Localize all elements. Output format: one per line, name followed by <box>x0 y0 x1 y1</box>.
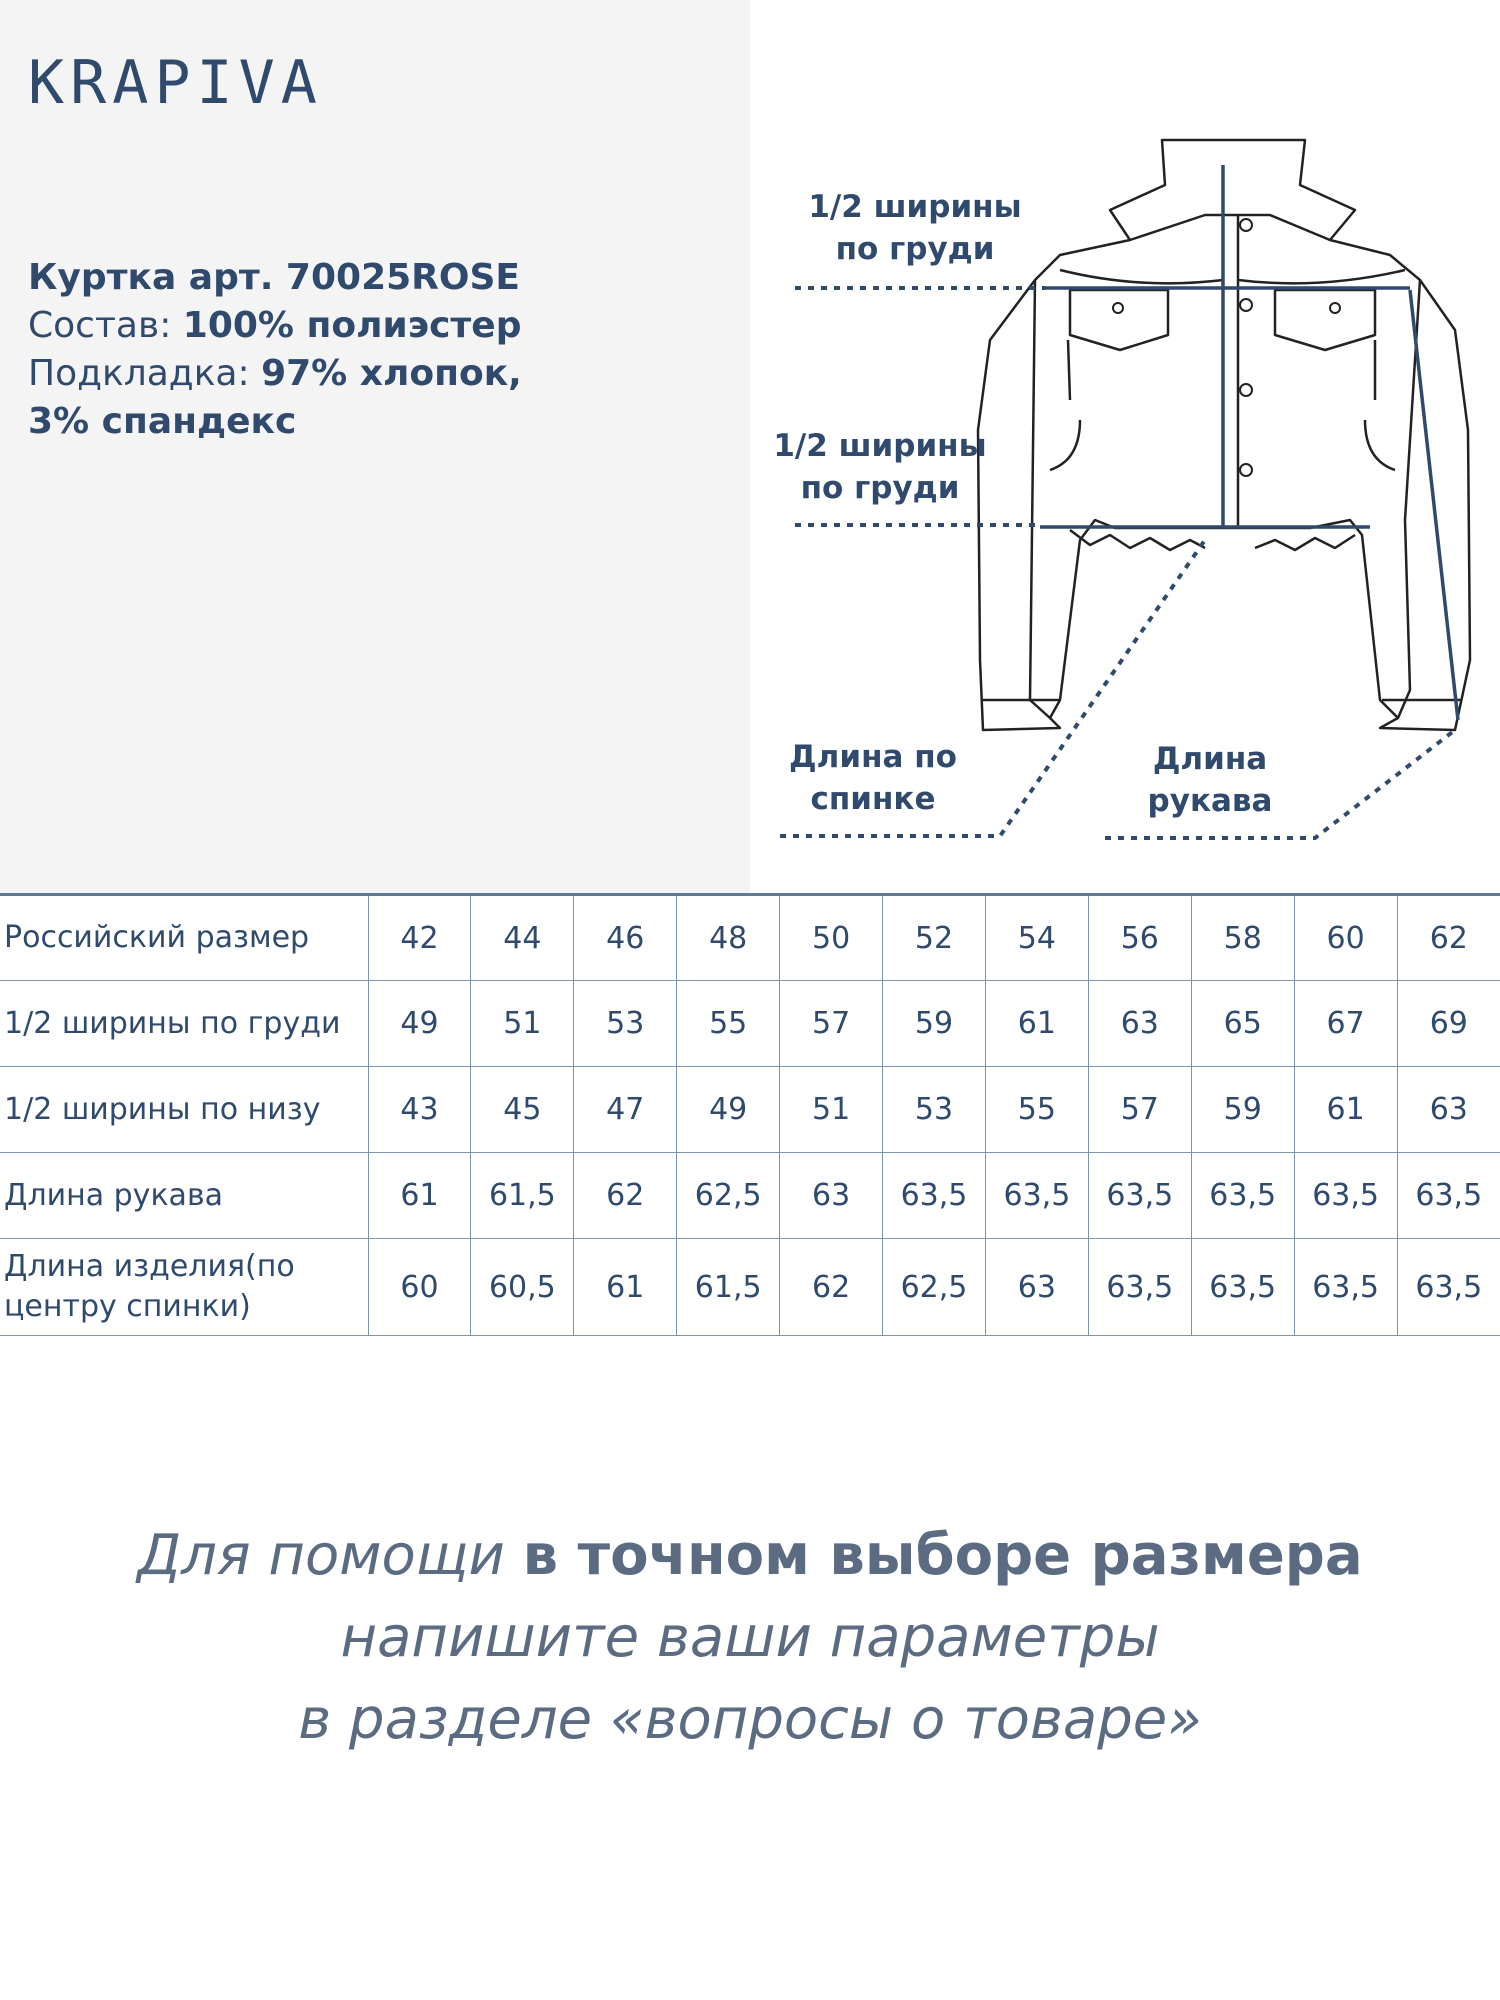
table-cell: 61 <box>1294 1067 1397 1153</box>
composition-value: 100% полиэстер <box>182 305 522 346</box>
help-line-2: напишите ваши параметры <box>340 1605 1160 1670</box>
buttons <box>1113 219 1340 476</box>
table-cell: 57 <box>1088 1067 1191 1153</box>
table-cell: 61 <box>574 1239 677 1336</box>
label-sleeve-length: Длина рукава <box>1147 741 1273 819</box>
measurement-lines <box>1040 165 1458 720</box>
table-cell: 63,5 <box>1294 1153 1397 1239</box>
help-line-1 <box>0 1515 1500 1597</box>
table-cell: 63 <box>1397 1067 1500 1153</box>
table-cell: 60,5 <box>471 1239 574 1336</box>
table-cell: 47 <box>574 1067 677 1153</box>
composition-line <box>28 302 728 350</box>
table-cell: 53 <box>883 1067 986 1153</box>
brand-logo: KRAPIVA <box>28 48 323 118</box>
table-cell: 50 <box>780 895 883 981</box>
table-cell: 63,5 <box>1191 1239 1294 1336</box>
label-chest-width-bottom: 1/2 ширины по груди <box>773 428 987 506</box>
table-cell: 63,5 <box>985 1153 1088 1239</box>
table-cell: 65 <box>1191 981 1294 1067</box>
collar-shape <box>1110 140 1355 240</box>
lining-value-1: 97% хлопок, <box>261 353 522 394</box>
button <box>1240 299 1252 311</box>
button <box>1240 384 1252 396</box>
table-cell: 45 <box>471 1067 574 1153</box>
right-sleeve <box>1380 280 1470 730</box>
table-cell: 63,5 <box>1088 1153 1191 1239</box>
composition-label: Состав: <box>28 305 183 346</box>
table-cell: 63,5 <box>1088 1239 1191 1336</box>
table-cell: 62,5 <box>883 1239 986 1336</box>
row-label: 1/2 ширины по низу <box>0 1067 368 1153</box>
row-label: Длина изделия(по центру спинки) <box>0 1239 368 1336</box>
product-details <box>28 254 728 446</box>
table-cell: 63,5 <box>1397 1239 1500 1336</box>
sleeve-length-line <box>1410 290 1458 720</box>
product-title: Куртка арт. 70025ROSE <box>28 257 521 298</box>
table-cell: 53 <box>574 981 677 1067</box>
jacket-body <box>1030 240 1420 718</box>
row-label: 1/2 ширины по груди <box>0 981 368 1067</box>
table-cell: 63,5 <box>1294 1239 1397 1336</box>
table-cell: 63 <box>1088 981 1191 1067</box>
table-cell: 59 <box>1191 1067 1294 1153</box>
lining-value-2: 3% спандекс <box>28 401 297 442</box>
table-cell: 44 <box>471 895 574 981</box>
table-cell: 63 <box>780 1153 883 1239</box>
table-cell: 62 <box>1397 895 1500 981</box>
table-cell: 51 <box>780 1067 883 1153</box>
right-pocket-flap <box>1275 290 1375 350</box>
table-cell: 48 <box>677 895 780 981</box>
table-row <box>0 1067 1500 1153</box>
frayed-hem-right <box>1255 535 1355 550</box>
jacket-measurement-diagram <box>750 0 1500 893</box>
table-cell: 62 <box>574 1153 677 1239</box>
table-cell: 55 <box>677 981 780 1067</box>
pocket-button <box>1113 303 1123 313</box>
table-cell: 54 <box>985 895 1088 981</box>
table-cell: 49 <box>368 981 471 1067</box>
row-label: Длина рукава <box>0 1153 368 1239</box>
table-cell: 63,5 <box>883 1153 986 1239</box>
left-pocket-flap <box>1070 290 1168 350</box>
table-cell: 63,5 <box>1191 1153 1294 1239</box>
product-info-panel <box>0 0 750 893</box>
button <box>1240 464 1252 476</box>
front-placket <box>1223 215 1238 528</box>
table-cell: 69 <box>1397 981 1500 1067</box>
table-cell: 61 <box>985 981 1088 1067</box>
table-cell: 59 <box>883 981 986 1067</box>
lining-label: Подкладка: <box>28 353 262 394</box>
yoke-seam <box>1060 270 1405 283</box>
table-cell: 62,5 <box>677 1153 780 1239</box>
table-cell: 61,5 <box>677 1239 780 1336</box>
size-table <box>0 893 1500 1336</box>
lining-line <box>28 350 728 398</box>
help-line-1-bold: в точном выборе размера <box>522 1523 1363 1588</box>
table-cell: 61 <box>368 1153 471 1239</box>
left-sleeve <box>978 280 1060 730</box>
table-row <box>0 895 1500 981</box>
row-label: Российский размер <box>0 895 368 981</box>
size-table-body <box>0 895 1500 1336</box>
table-cell: 63 <box>985 1239 1088 1336</box>
size-help-note <box>0 1515 1500 1761</box>
table-row <box>0 1153 1500 1239</box>
table-row <box>0 981 1500 1067</box>
help-line-3: в разделе «вопросы о товаре» <box>298 1687 1202 1752</box>
table-cell: 61,5 <box>471 1153 574 1239</box>
table-cell: 62 <box>780 1239 883 1336</box>
table-cell: 60 <box>1294 895 1397 981</box>
help-line-1-light: Для помощи <box>137 1523 523 1588</box>
table-cell: 57 <box>780 981 883 1067</box>
table-cell: 51 <box>471 981 574 1067</box>
table-cell: 63,5 <box>1397 1153 1500 1239</box>
table-cell: 67 <box>1294 981 1397 1067</box>
table-cell: 56 <box>1088 895 1191 981</box>
table-cell: 52 <box>883 895 986 981</box>
table-cell: 58 <box>1191 895 1294 981</box>
label-chest-width-top: 1/2 ширины по груди <box>808 189 1022 267</box>
table-cell: 46 <box>574 895 677 981</box>
table-cell: 49 <box>677 1067 780 1153</box>
table-cell: 43 <box>368 1067 471 1153</box>
table-cell: 42 <box>368 895 471 981</box>
table-cell: 60 <box>368 1239 471 1336</box>
table-cell: 55 <box>985 1067 1088 1153</box>
button <box>1240 219 1252 231</box>
pocket-button <box>1330 303 1340 313</box>
table-row <box>0 1239 1500 1336</box>
label-back-length: Длина по спинке <box>789 739 957 817</box>
frayed-hem-left <box>1070 530 1205 550</box>
